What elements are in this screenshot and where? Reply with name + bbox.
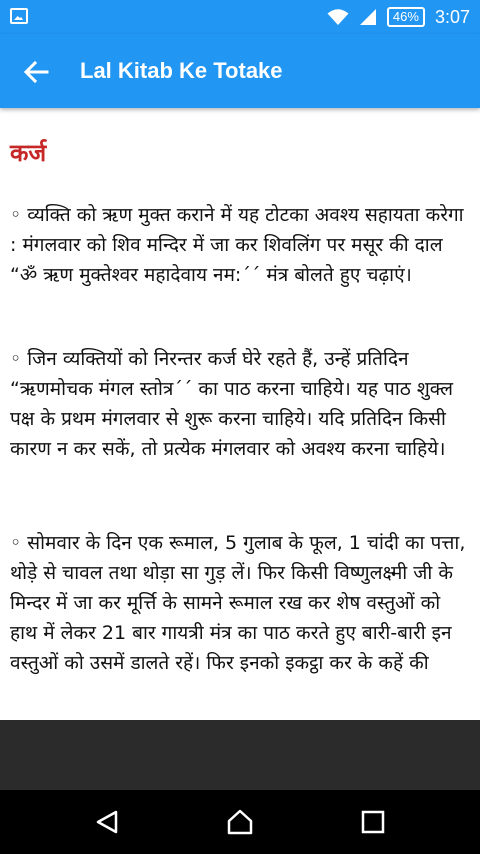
article-content[interactable]: [0, 108, 480, 720]
article-paragraph: ◦ सोमवार के दिन एक रूमाल, 5 गुलाब के फूल, 1 चांदी का पत्ता, थोड़े से चावल तथा थोड़ा सा गुड़ लें। फिर किसी विष्णुलक्ष्मी जी के मिन्दर में जा कर मूर्त्ति के सामने रूमाल रख कर शेष वस्तुओं को हाथ में लेकर 21 बार गायत्री मंत्र का पाठ करते हुए बारी-बारी इन वस्तुओं को उसमें डालते रहें। फिर इनको इकट्ठा कर के कहें की: [10, 532, 466, 674]
signal-icon: [359, 8, 377, 26]
battery-indicator: 46%: [387, 7, 425, 27]
nav-back-icon[interactable]: [92, 808, 122, 836]
status-right: [327, 0, 470, 34]
status-clock: 3:07: [434, 6, 470, 27]
bottom-overlay-bar: [0, 720, 480, 790]
status-bar: [0, 0, 480, 34]
nav-recent-apps-icon[interactable]: [358, 808, 388, 836]
system-nav-bar: [0, 790, 480, 854]
wifi-icon: [327, 8, 349, 26]
nav-home-icon[interactable]: [225, 808, 255, 836]
image-notification-icon: [10, 8, 28, 24]
app-bar: [0, 34, 480, 108]
page-title: Lal Kitab Ke Totake: [80, 58, 283, 83]
article-heading: कर्ज: [10, 139, 47, 167]
arrow-back-icon[interactable]: [22, 58, 50, 86]
article-paragraph: ◦ व्यक्ति को ऋण मुक्त कराने में यह टोटका अवश्य सहायता करेगा : मंगलवार को शिव मन्दिर में जा कर शिवलिंग पर मसूर की दाल “ॐ ऋण मुक्तेश्वर महादेवाय नम:´´ मंत्र बोलते हुए चढ़ाएं।: [10, 204, 464, 286]
article-paragraph: ◦ जिन व्यक्तियों को निरन्तर कर्ज घेरे रहते हैं, उन्हें प्रतिदिन “ऋणमोचक मंगल स्तोत्र´´ का पाठ करना चाहिये। यह पाठ शुक्ल पक्ष के प्रथम मंगलवार से शुरू करना चाहिये। यदि प्रतिदिन किसी कारण न कर सकें, तो प्रत्येक मंगलवार को अवश्य करना चाहिये।: [10, 348, 453, 460]
